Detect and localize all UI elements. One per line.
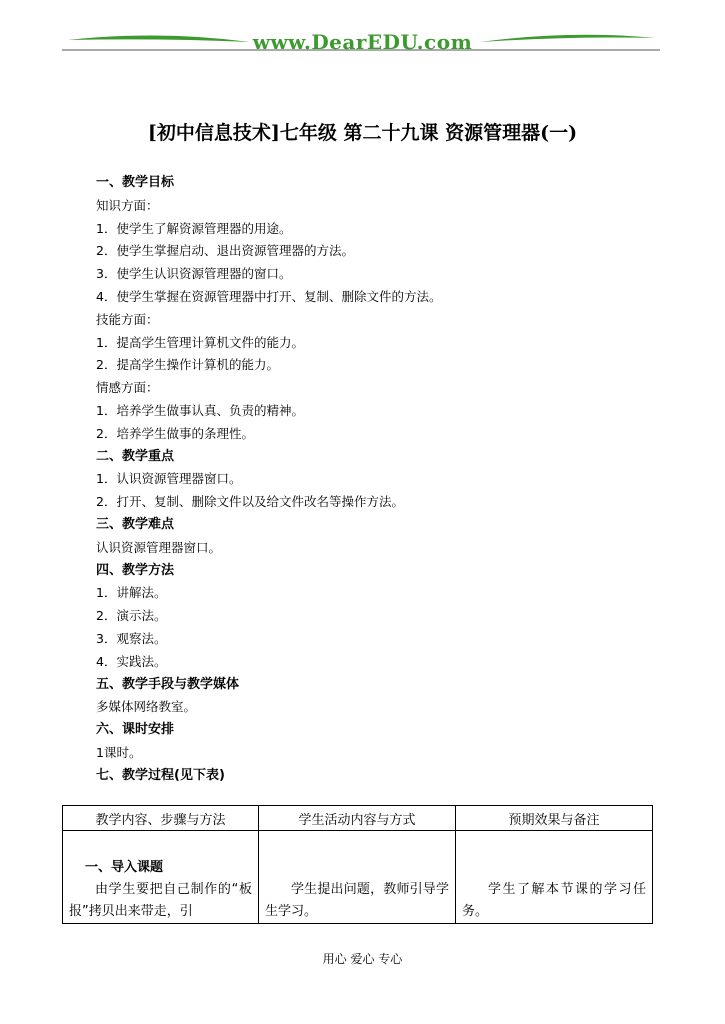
- body-line: 情感方面：: [96, 380, 159, 396]
- teaching-process-table: [62, 805, 653, 924]
- body-line: 4．使学生掌握在资源管理器中打开、复制、删除文件的方法。: [96, 288, 442, 304]
- cell-text: 由学生要把自己制作的“板报”拷贝出来带走，引: [69, 882, 252, 919]
- body-line: 2．培养学生做事的条理性。: [96, 425, 254, 441]
- table-row: [63, 831, 653, 924]
- section-heading: 四、教学方法: [96, 562, 175, 578]
- body-line: 多媒体网络教室。: [96, 699, 197, 715]
- section-heading: 三、教学难点: [96, 516, 175, 532]
- section-heading: 五、教学手段与教学媒体: [96, 676, 240, 692]
- body-line: 3．观察法。: [96, 630, 167, 646]
- body-line: 技能方面：: [96, 311, 159, 327]
- cell-text: 学生提出问题，教师引导学生学习。: [265, 882, 449, 919]
- body-line: 1．使学生了解资源管理器的用途。: [96, 220, 292, 236]
- table-header-cell: 教学内容、步骤与方法: [63, 806, 259, 831]
- body-line: 1．认识资源管理器窗口。: [96, 471, 242, 487]
- cell-heading: 一、导入课题: [85, 860, 164, 875]
- table-cell: [259, 831, 456, 924]
- body-line: 认识资源管理器窗口。: [96, 539, 222, 555]
- body-line: 知识方面：: [96, 197, 159, 213]
- body-line: 4．实践法。: [96, 653, 167, 669]
- section-heading: 六、课时安排: [96, 722, 175, 738]
- body-line: 3．使学生认识资源管理器的窗口。: [96, 266, 292, 282]
- body-line: 2．演示法。: [96, 608, 167, 624]
- table-cell: [63, 831, 259, 924]
- body-line: 2．打开、复制、删除文件以及给文件改名等操作方法。: [96, 494, 404, 510]
- table-header-cell: 学生活动内容与方式: [259, 806, 456, 831]
- page-footer: 用心 爱心 专心: [322, 952, 403, 966]
- body-line: 2．使学生掌握启动、退出资源管理器的方法。: [96, 243, 354, 259]
- lesson-plan-body: [96, 172, 656, 788]
- site-header: [0, 0, 725, 60]
- table-header-cell: 预期效果与备注: [456, 806, 653, 831]
- section-heading: 一、教学目标: [96, 175, 175, 190]
- cell-text: 学生了解本节课的学习任务。: [462, 882, 646, 919]
- body-line: 2．提高学生操作计算机的能力。: [96, 357, 279, 373]
- body-line: 1．讲解法。: [96, 585, 167, 601]
- section-heading: 二、教学重点: [96, 448, 175, 464]
- section-heading: 七、教学过程(见下表): [96, 767, 225, 783]
- body-line: 1．提高学生管理计算机文件的能力。: [96, 334, 304, 350]
- site-logo-text: www.DearEDU.com: [252, 30, 473, 54]
- document-title: [初中信息技术]七年级 第二十九课 资源管理器(一): [147, 122, 578, 144]
- table-header-row: [63, 806, 653, 831]
- table-cell: [456, 831, 653, 924]
- body-line: 1课时。: [96, 744, 142, 760]
- body-line: 1．培养学生做事认真、负责的精神。: [96, 402, 304, 418]
